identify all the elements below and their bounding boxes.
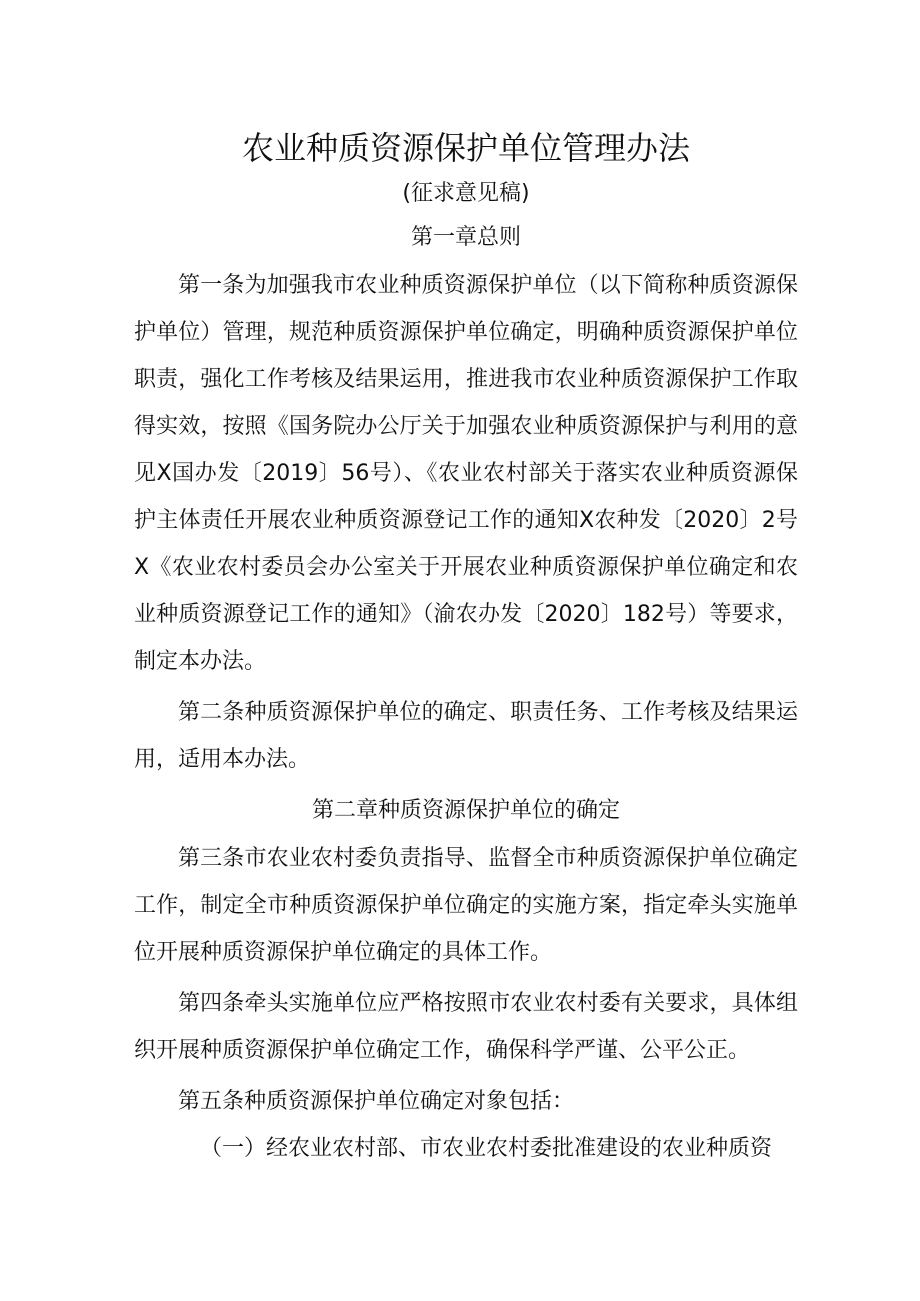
article-1: 第一条为加强我市农业种质资源保护单位（以下简称种质资源保护单位）管理，规范种质资源保护单位确定，明确种质资源保护单位职责，强化工作考核及结果运用，推进我市农业种质资源保护工作取得实效，按照《国务院办公厅关于加强农业种质资源保护与利用的意见X国办发〔2019〕56号）、《农业农村部关于落实农业种质资源保护主体责任开展农业种质资源登记工作的通知X农种发〔2020〕2号X《农业农村委员会办公室关于开展农业种质资源保护单位确定和农业种质资源登记工作的通知》（渝农办发〔2020〕182号）等要求，制定本办法。 (134, 273, 798, 674)
article-5-item-1: （一）经农业农村部、市农业农村委批准建设的农业种质资 (200, 1136, 773, 1161)
article-5: 第五条种质资源保护单位确定对象包括： (178, 1089, 575, 1114)
document-subtitle: (征求意见稿) (402, 181, 530, 206)
article-2: 第二条种质资源保护单位的确定、职责任务、工作考核及结果运用，适用本办法。 (134, 700, 798, 772)
chapter-heading-2: 第二章种质资源保护单位的确定 (311, 798, 620, 823)
article-4: 第四条牵头实施单位应严格按照市农业农村委有关要求，具体组织开展种质资源保护单位确定工作，确保科学严谨、公平公正。 (134, 991, 798, 1063)
document-body (134, 126, 798, 1172)
article-3: 第三条市农业农村委负责指导、监督全市种质资源保护单位确定工作，制定全市种质资源保护单位确定的实施方案，指定牵头实施单位开展种质资源保护单位确定的具体工作。 (134, 846, 798, 965)
chapter-heading-1: 第一章总则 (410, 225, 521, 250)
document-title: 农业种质资源保护单位管理办法 (241, 129, 690, 167)
